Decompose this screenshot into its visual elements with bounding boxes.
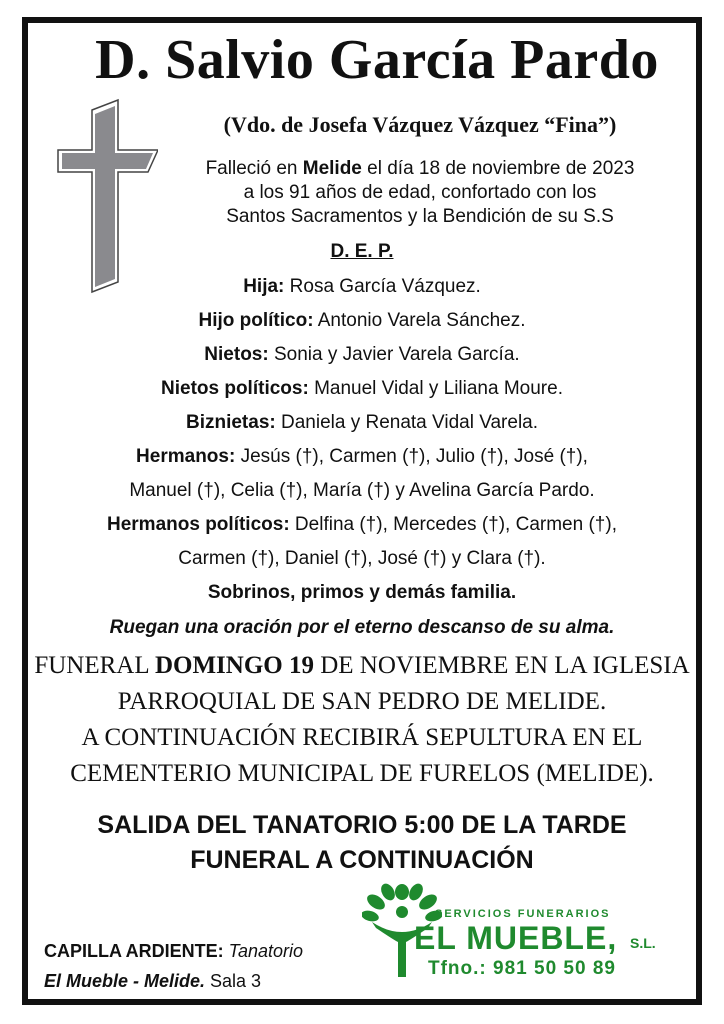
family-line (40, 338, 684, 372)
family-line (40, 440, 684, 474)
logo-phone: Tfno.: 981 50 50 89 (428, 958, 616, 979)
chapel-room: Sala 3 (205, 971, 262, 991)
funeral-line-1-post: DE NOVIEMBRE EN LA IGLESIA (313, 652, 690, 679)
chapel-label: CAPILLA ARDIENTE: (44, 941, 224, 961)
departure-line-2: FUNERAL A CONTINUACIÓN (190, 846, 534, 874)
family-relation-label: Nietos: (204, 344, 269, 365)
chapel-details (44, 936, 303, 996)
dep-label: D. E. P. (330, 241, 394, 262)
logo-suffix: S.L. (630, 935, 656, 951)
funeral-home-logo (362, 882, 682, 982)
funeral-line-1 (30, 648, 694, 684)
death-line-1-pre: Falleció en (205, 158, 303, 179)
family-relation-label: Hermanos políticos: (107, 514, 290, 535)
family-members: Antonio Varela Sánchez. (313, 310, 526, 331)
death-line-1 (160, 157, 680, 181)
family-members: Carmen (†), Daniel (†), José (†) y Clara (†). (178, 548, 546, 569)
family-members: Manuel Vidal y Liliana Moure. (308, 378, 563, 399)
family-relation-label: Nietos políticos: (161, 378, 309, 399)
family-relation-label: Sobrinos, primos y demás familia. (207, 582, 517, 603)
cross-icon (54, 96, 158, 296)
family-list (40, 270, 684, 610)
family-members: Manuel (†), Celia (†), María (†) y Avelina García Pardo. (129, 480, 595, 501)
family-members: Jesús (†), Carmen (†), Julio (†), José (†), (235, 446, 588, 467)
chapel-line-2 (44, 966, 303, 996)
logo-brand: EL MUEBLE, (414, 920, 618, 956)
departure-line-1: SALIDA DEL TANATORIO 5:00 DE LA TARDE (97, 811, 627, 839)
family-line (40, 406, 684, 440)
deceased-name: D. Salvio García Pardo (95, 29, 659, 91)
family-line (40, 304, 684, 338)
death-line-1-post: el día 18 de noviembre de 2023 (361, 158, 635, 179)
widower-line: (Vdo. de Josefa Vázquez Vázquez “Fina”) (223, 112, 617, 137)
funeral-date: DOMINGO 19 (154, 652, 314, 679)
funeral-line-2: PARROQUIAL DE SAN PEDRO DE MELIDE. (117, 688, 607, 715)
family-line (40, 576, 684, 610)
funeral-line-1-pre: FUNERAL (34, 652, 155, 679)
death-line-2: a los 91 años de edad, confortado con los (243, 182, 597, 203)
prayer-line: Ruegan una oración por el eterno descanso de su alma. (109, 617, 615, 638)
family-members: Rosa García Vázquez. (284, 276, 481, 297)
family-relation-label: Hijo político: (198, 310, 314, 331)
family-line (40, 270, 684, 304)
family-line (40, 542, 684, 576)
death-line-3: Santos Sacramentos y la Bendición de su S.S (226, 206, 614, 227)
family-line (40, 508, 684, 542)
family-relation-label: Hija: (243, 276, 285, 297)
logo-tagline: SERVICIOS FUNERARIOS (435, 908, 611, 920)
departure-details (30, 808, 694, 878)
chapel-line-1 (44, 936, 303, 966)
funeral-line-4: CEMENTERIO MUNICIPAL DE FURELOS (MELIDE). (70, 760, 654, 787)
funeral-details (30, 648, 694, 792)
family-line (40, 372, 684, 406)
family-members: Delfina (†), Mercedes (†), Carmen (†), (289, 514, 617, 535)
family-members: Daniela y Renata Vidal Varela. (275, 412, 539, 433)
family-line (40, 474, 684, 508)
family-relation-label: Hermanos: (136, 446, 236, 467)
chapel-place-2: El Mueble - Melide. (44, 971, 206, 991)
chapel-place-1: Tanatorio (223, 941, 304, 961)
family-relation-label: Biznietas: (185, 412, 276, 433)
family-members: Sonia y Javier Varela García. (268, 344, 520, 365)
funeral-line-3: A CONTINUACIÓN RECIBIRÁ SEPULTURA EN EL (81, 724, 643, 751)
death-place: Melide (302, 158, 362, 179)
death-details (160, 157, 680, 229)
